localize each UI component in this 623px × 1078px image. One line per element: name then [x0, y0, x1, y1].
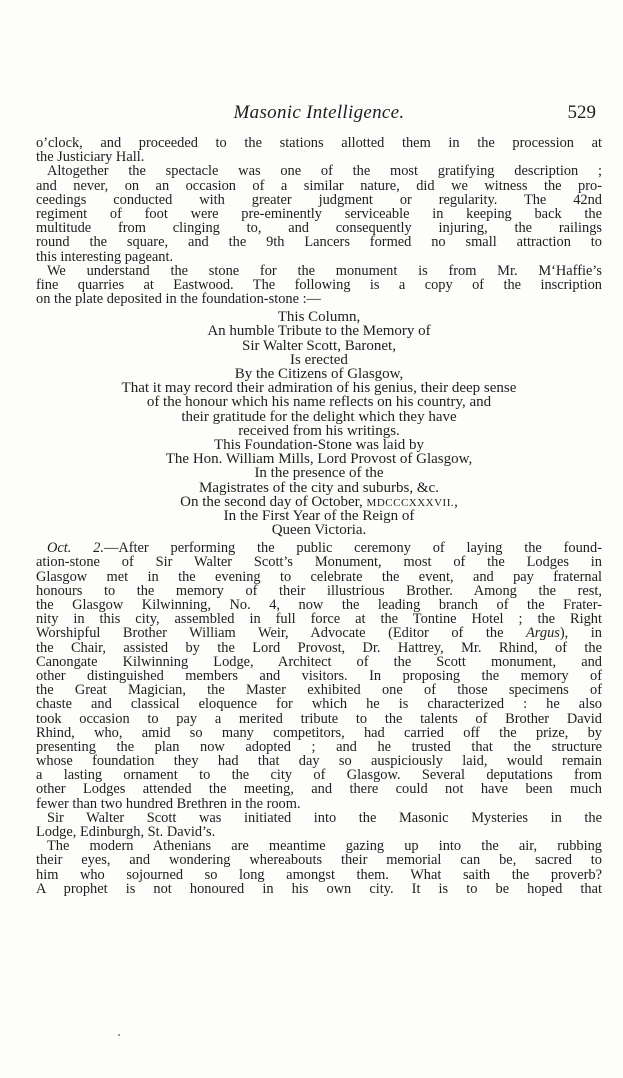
text-line: regiment of foot were pre-eminently serviceable in keeping back the	[36, 205, 602, 222]
text-line: Worshipful Brother William Weir, Advocate (Editor of the Argus), in	[36, 625, 602, 642]
text-line: presenting the plan now adopted ; and he trusted that the structure	[36, 738, 602, 755]
inscription-line: An humble Tribute to the Memory of	[207, 323, 431, 340]
text-line: Lodge, Edinburgh, St. David’s.	[36, 824, 216, 840]
inscription-line: On the second day of October, MDCCCXXXVII.,	[180, 493, 458, 510]
page-number: 529	[567, 102, 596, 123]
text-line: the Great Magician, the Master exhibited one of those specimens of	[36, 682, 602, 699]
text-line: honours to the memory of their illustrious Brother. Among the rest,	[36, 582, 602, 599]
text-line: on the plate deposited in the foundation-stone :—	[36, 291, 321, 308]
text-line: Altogether the spectacle was one of the most gratifying description ;	[47, 163, 602, 180]
text-line: ation-stone of Sir Walter Scott’s Monument, most of the Lodges in	[36, 554, 602, 571]
text-line: whose foundation they had that day so auspiciously laid, would remain	[36, 753, 602, 770]
text-line: round the square, and the 9th Lancers formed no small attraction to	[36, 234, 602, 251]
text-line: the Glasgow Kilwinning, No. 4, now the leading branch of the Frater-	[36, 597, 602, 613]
inscription-line: That it may record their admiration of his genius, their deep sense	[121, 380, 517, 397]
text-line: Glasgow met in the evening to celebrate the event, and pay fraternal	[36, 568, 602, 585]
text-line: A prophet is not honoured in his own city. It is to be hoped that	[36, 880, 602, 897]
page-header	[36, 102, 602, 128]
text-line: o’clock, and proceeded to the stations allotted them in the procession at	[36, 135, 602, 151]
inscription-line: By the Citizens of Glasgow,	[234, 366, 404, 382]
text-line: other distinguished members and visitors. In proposing the memory of	[36, 667, 602, 684]
inscription-line: of the honour which his name reflects on his country, and	[146, 394, 492, 411]
text-line: ceedings conducted with greater judgment or regularity. The 42nd	[36, 191, 602, 208]
inscription-line: In the presence of the	[254, 465, 384, 482]
text-line: nity in this city, assembled in full force at the Tontine Hotel ; the Right	[36, 611, 602, 628]
text-line: other Lodges attended the meeting, and there could not have been much	[36, 781, 602, 798]
text-line: We understand the stone for the monument is from Mr. M‘Haffie’s	[47, 262, 602, 279]
inscription-line: Sir Walter Scott, Baronet,	[242, 337, 396, 354]
inscription-line: Is erected	[290, 351, 348, 368]
text-line: the Chair, assisted by the Lord Provost, Dr. Hattrey, Mr. Rhind, of the	[36, 639, 602, 656]
text-line: fine quarries at Eastwood. The following is a copy of the inscription	[36, 276, 602, 293]
inscription-line: Magistrates of the city and suburbs, &c.	[199, 479, 439, 496]
page-body	[36, 136, 602, 896]
inscription-line: received from his writings.	[238, 422, 400, 439]
text-line: a lasting ornament to the city of Glasgow. Several deputations from	[36, 767, 602, 784]
text-line: fewer than two hundred Brethren in the room.	[36, 795, 301, 812]
text-line: their eyes, and wondering whereabouts their memorial can be, sacred to	[36, 852, 602, 869]
inscription-line: In the First Year of the Reign of	[223, 507, 415, 524]
text-line: The modern Athenians are meantime gazing up into the air, rubbing	[47, 838, 602, 855]
text-line: this interesting pageant.	[36, 248, 174, 265]
text-line: Oct. 2.—After performing the public ceremony of laying the found-	[47, 540, 602, 557]
inscription-line: This Column,	[277, 309, 361, 326]
inscription-line: their gratitude for the delight which they have	[181, 408, 457, 425]
text-line: him who sojourned so long amongst them. What saith the proverb?	[36, 866, 602, 883]
ink-speck	[118, 1034, 120, 1036]
running-title: Masonic Intelligence.	[233, 102, 405, 123]
text-line: the Justiciary Hall.	[36, 149, 145, 166]
inscription-line: Queen Victoria.	[271, 522, 367, 539]
text-line: multitude from clinging to, and consequently injuring, the railings	[36, 220, 602, 237]
text-line: took occasion to pay a merited tribute to the talents of Brother David	[36, 710, 602, 727]
text-line: and never, on an occasion of a similar nature, did we witness the pro-	[36, 177, 602, 194]
text-line: chaste and classical eloquence for which he is characterized : he also	[36, 696, 602, 713]
text-line: Sir Walter Scott was initiated into the Masonic Mysteries in the	[47, 809, 602, 826]
inscription-line: The Hon. William Mills, Lord Provost of Glasgow,	[165, 451, 473, 468]
text-line: Canongate Kilwinning Lodge, Architect of the Scott monument, and	[36, 653, 602, 670]
text-line: Rhind, who, amid so many competitors, had carried off the prize, by	[36, 724, 602, 741]
inscription-line: This Foundation-Stone was laid by	[214, 436, 424, 453]
